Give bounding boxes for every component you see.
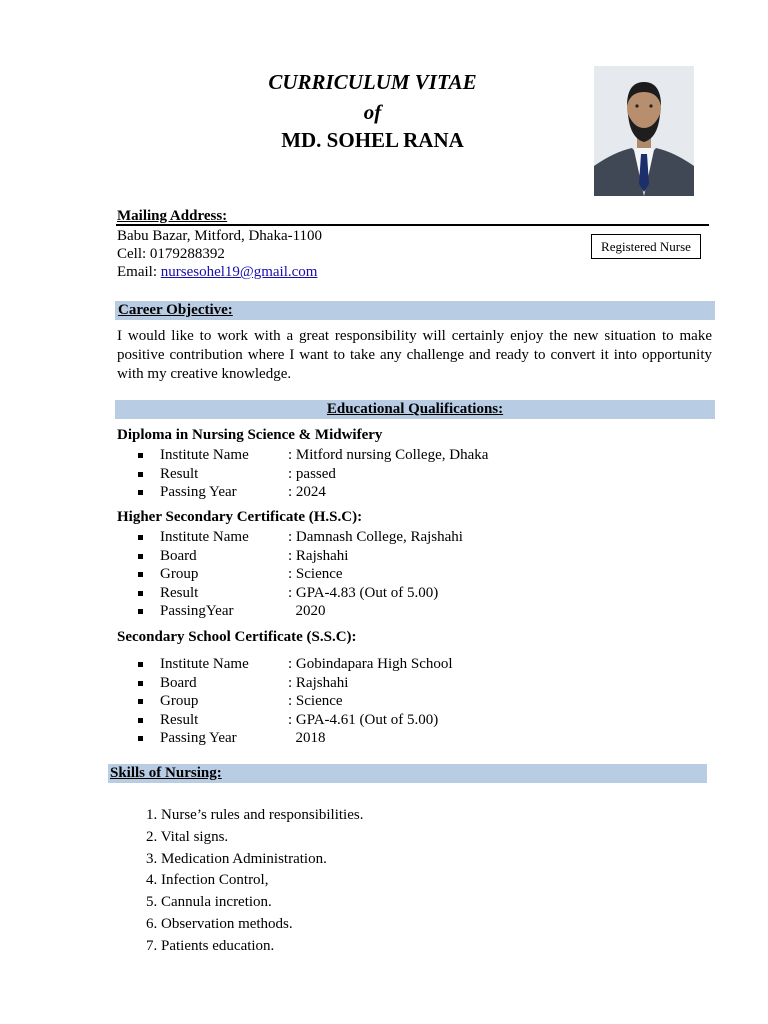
mailing-address-heading: Mailing Address:	[117, 208, 228, 224]
detail-label: Group	[160, 566, 199, 582]
detail-row	[138, 711, 558, 730]
detail-label: PassingYear	[160, 603, 234, 619]
hsc-details	[138, 528, 558, 621]
bullet	[138, 554, 143, 559]
bullet	[138, 609, 143, 614]
detail-row	[138, 602, 558, 621]
cv-title-of: of	[363, 100, 382, 124]
skills-list	[146, 805, 363, 958]
bullet	[138, 453, 143, 458]
detail-label: Result	[160, 711, 199, 728]
detail-label: Board	[160, 674, 197, 691]
detail-label: Institute Name	[160, 447, 249, 463]
detail-row	[138, 692, 558, 711]
education-heading: Educational Qualifications:	[326, 401, 504, 417]
registered-nurse-badge: Registered Nurse	[591, 234, 701, 259]
list-item: 4. Infection Control,	[146, 872, 269, 889]
detail-value: : Mitford nursing College, Dhaka	[288, 447, 489, 463]
list-item: 3. Medication Administration.	[146, 850, 327, 867]
detail-value: : Rajshahi	[288, 547, 349, 564]
bullet	[138, 681, 143, 686]
list-item: 1. Nurse’s rules and responsibilities.	[146, 807, 364, 823]
detail-value: 2020	[288, 603, 326, 619]
bullet	[138, 472, 143, 477]
detail-label: Passing Year	[160, 484, 237, 500]
bullet	[138, 591, 143, 596]
detail-value: : GPA-4.61 (Out of 5.00)	[288, 711, 439, 728]
ssc-details	[138, 655, 558, 748]
detail-row	[138, 729, 558, 748]
detail-value: : GPA-4.83 (Out of 5.00)	[288, 584, 439, 601]
list-item: 6. Observation methods.	[146, 915, 293, 932]
list-item: 2. Vital signs.	[146, 828, 229, 845]
detail-label: Institute Name	[160, 656, 249, 672]
detail-value: : 2024	[288, 484, 326, 500]
hsc-title: Higher Secondary Certificate (H.S.C):	[117, 509, 363, 525]
detail-label: Passing Year	[160, 730, 237, 746]
candidate-name: MD. SOHEL RANA	[281, 128, 464, 152]
email-label: Email:	[117, 264, 161, 280]
career-objective-text: I would like to work with a great responsibility will certainly enjoy the new situation to make positive contribution where I want to take any challenge and ready to convert it into opportunity with my creative knowledge.	[117, 328, 712, 382]
detail-value: : passed	[288, 465, 336, 482]
bullet	[138, 736, 143, 741]
diploma-details	[138, 446, 558, 502]
cell-number: Cell: 0179288392	[117, 246, 225, 262]
detail-value: : Rajshahi	[288, 674, 349, 691]
email-row	[117, 263, 317, 281]
detail-label: Result	[160, 584, 199, 601]
list-item: 7. Patients education.	[146, 937, 275, 954]
education-bar	[115, 400, 715, 419]
ssc-title: Secondary School Certificate (S.S.C):	[117, 629, 357, 645]
career-objective-heading: Career Objective:	[118, 302, 233, 318]
detail-label: Institute Name	[160, 529, 249, 545]
bullet	[138, 490, 143, 495]
detail-value: : Gobindapara High School	[288, 656, 453, 672]
divider	[116, 224, 709, 226]
detail-value: : Science	[288, 693, 343, 709]
detail-row	[138, 528, 558, 547]
detail-row	[138, 465, 558, 484]
detail-value: 2018	[288, 730, 326, 746]
skills-bar	[108, 764, 707, 783]
detail-label: Board	[160, 547, 197, 564]
detail-row	[138, 565, 558, 584]
bullet	[138, 572, 143, 577]
bullet	[138, 699, 143, 704]
detail-row	[138, 483, 558, 502]
detail-value: : Science	[288, 566, 343, 582]
address: Babu Bazar, Mitford, Dhaka-1100	[117, 228, 323, 244]
cv-title: CURRICULUM VITAE	[268, 70, 477, 94]
profile-photo	[594, 66, 694, 196]
detail-label: Group	[160, 693, 199, 709]
career-objective-bar	[115, 301, 715, 320]
detail-row	[138, 584, 558, 603]
skills-heading: Skills of Nursing:	[110, 765, 222, 781]
detail-label: Result	[160, 465, 199, 482]
detail-row	[138, 655, 558, 674]
detail-value: : Damnash College, Rajshahi	[288, 529, 463, 545]
bullet	[138, 662, 143, 667]
detail-row	[138, 547, 558, 566]
detail-row	[138, 674, 558, 693]
bullet	[138, 718, 143, 723]
diploma-title: Diploma in Nursing Science & Midwifery	[117, 427, 383, 443]
detail-row	[138, 446, 558, 465]
list-item: 5. Cannula incretion.	[146, 894, 272, 911]
email-link[interactable]: nursesohel19@gmail.com	[160, 264, 318, 280]
bullet	[138, 535, 143, 540]
